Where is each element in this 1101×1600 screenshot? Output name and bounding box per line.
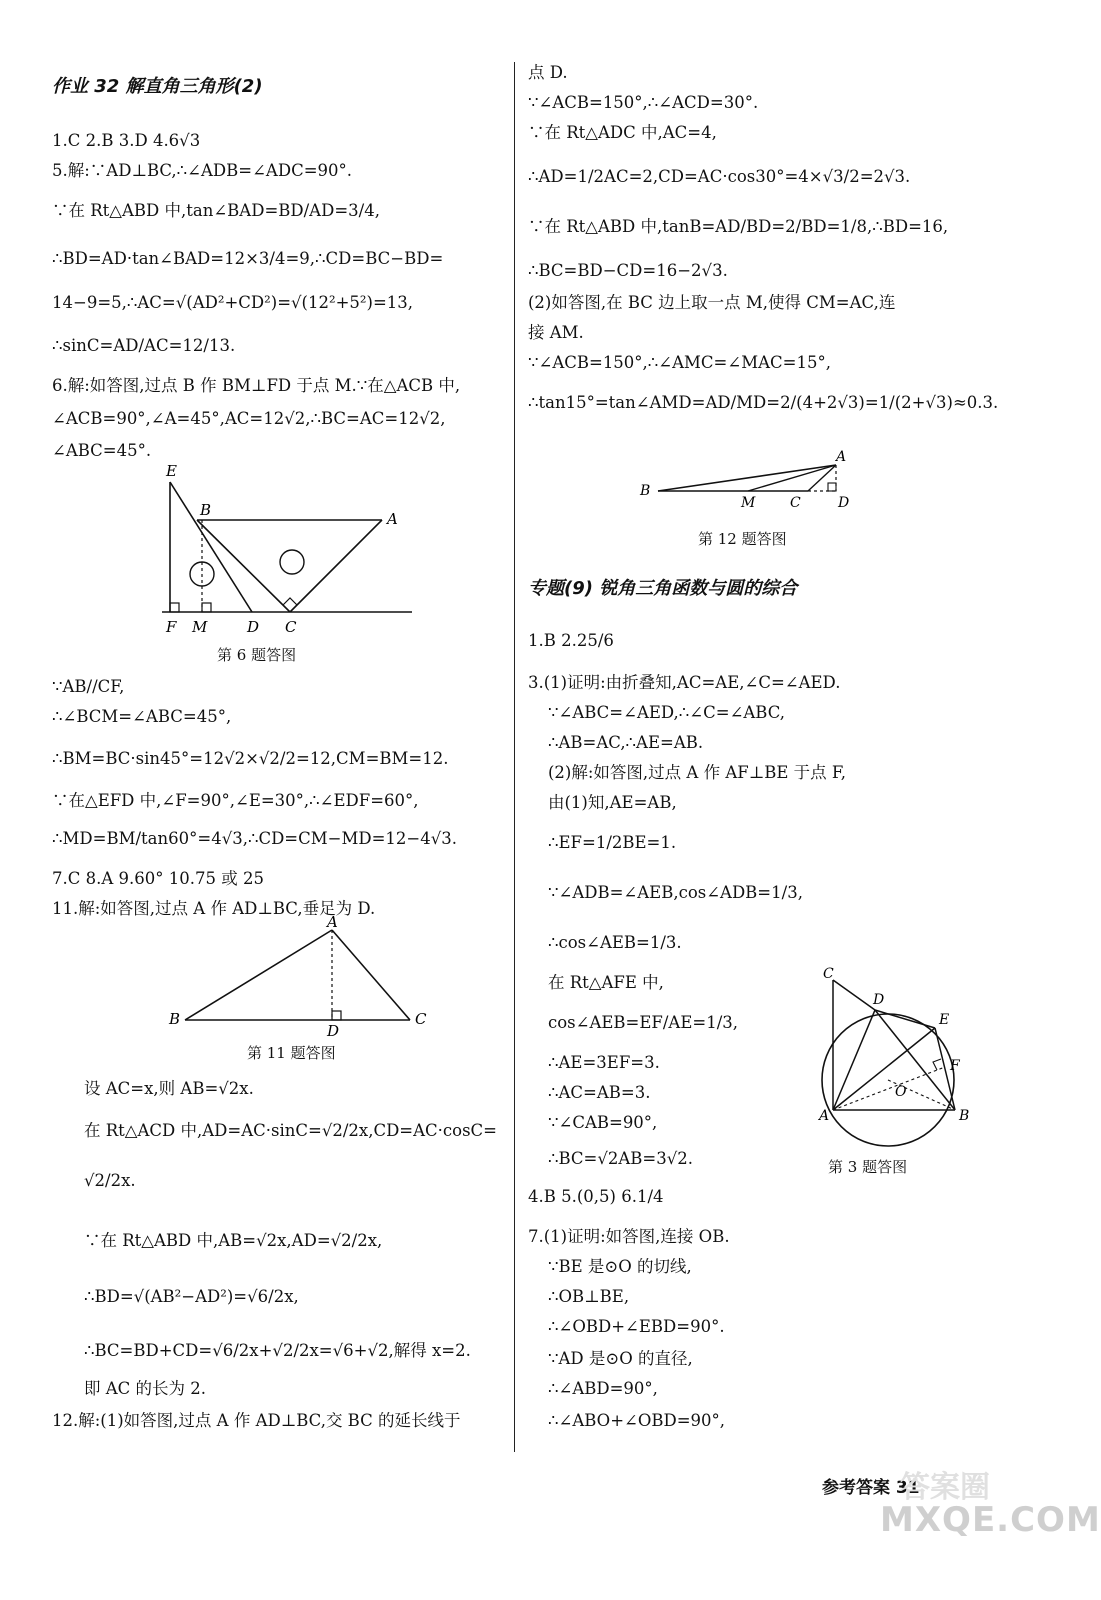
answer-line: ∵∠ABC=∠AED,∴∠C=∠ABC, (548, 703, 786, 722)
answer-line: 11.解:如答图,过点 A 作 AD⊥BC,垂足为 D. (52, 899, 376, 918)
answer-line: ∴∠BCM=∠ABC=45°, (52, 707, 232, 726)
answer-line: 1.C 2.B 3.D 4.6√3 (52, 131, 201, 150)
figure-12 (638, 445, 858, 515)
fig6-label: F (166, 618, 177, 636)
answer-line: 1.B 2.25/6 (528, 631, 614, 650)
answer-line: ∵在 Rt△ABD 中,tan∠BAD=BD/AD=3/4, (52, 201, 380, 220)
answer-line: ∴∠ABD=90°, (548, 1379, 658, 1398)
answer-line: 7.C 8.A 9.60° 10.75 或 25 (52, 869, 264, 888)
answer-line: 5.解:∵AD⊥BC,∴∠ADB=∠ADC=90°. (52, 161, 353, 180)
figure-11 (167, 913, 437, 1040)
answer-line: cos∠AEB=EF/AE=1/3, (548, 1013, 739, 1032)
fig6-label: M (192, 618, 208, 636)
fig11-caption: 第 11 题答图 (247, 1044, 336, 1062)
answer-line: ∵在 Rt△ABD 中,tanB=AD/BD=2/BD=1/8,∴BD=16, (528, 217, 949, 236)
answer-line: ∵在 Rt△ADC 中,AC=4, (528, 123, 717, 142)
page-footer: 参考答案 31 (822, 1478, 920, 1498)
watermark-logo: 答案圈 (900, 1470, 990, 1505)
answer-line: 由(1)知,AE=AB, (548, 793, 677, 812)
answer-line: ∴BC=BD+CD=√6/2x+√2/2x=√6+√2,解得 x=2. (84, 1341, 471, 1360)
answer-line: ∴cos∠AEB=1/3. (548, 933, 682, 952)
fig3-label: E (939, 1012, 950, 1028)
answer-line: ∴BD=AD·tan∠BAD=12×3/4=9,∴CD=BC−BD= (52, 249, 444, 268)
answer-line: 12.解:(1)如答图,过点 A 作 AD⊥BC,交 BC 的延长线于 (52, 1411, 461, 1430)
answer-line: ∵在△EFD 中,∠F=90°,∠E=30°,∴∠EDF=60°, (52, 791, 419, 810)
fig6-caption: 第 6 题答图 (217, 646, 297, 664)
fig12-label: D (838, 495, 850, 511)
answer-line: ∵AB//CF, (52, 677, 125, 696)
fig3-label: D (873, 992, 885, 1008)
fig3-label: B (959, 1108, 970, 1124)
fig3-label: C (823, 966, 834, 982)
answer-line: ∴AE=3EF=3. (548, 1053, 660, 1072)
fig6-label: C (285, 618, 297, 636)
answer-line: ∴AD=1/2AC=2,CD=AC·cos30°=4×√3/2=2√3. (528, 167, 911, 186)
answer-line: ∴AC=AB=3. (548, 1083, 651, 1102)
answer-line: ∴AB=AC,∴AE=AB. (548, 733, 704, 752)
fig12-label: B (640, 483, 651, 499)
answer-line: ∴BM=BC·sin45°=12√2×√2/2=12,CM=BM=12. (52, 749, 449, 768)
answer-line: ∵AD 是⊙O 的直径, (548, 1349, 693, 1368)
watermark-text: MXQE.COM (880, 1500, 1101, 1540)
answer-line: 在 Rt△AFE 中, (548, 973, 664, 992)
figure-3 (793, 966, 983, 1150)
answer-line: ∴BC=√2AB=3√2. (548, 1149, 694, 1168)
fig6-label: E (166, 462, 177, 480)
answer-line: ∴∠OBD+∠EBD=90°. (548, 1317, 725, 1336)
column-divider (514, 62, 515, 1452)
answer-line: ∴OB⊥BE, (548, 1287, 630, 1306)
fig11-label: D (327, 1022, 340, 1040)
fig6-label: D (247, 618, 260, 636)
fig3-caption: 第 3 题答图 (828, 1158, 908, 1176)
answer-line: (2)解:如答图,过点 A 作 AF⊥BE 于点 F, (548, 763, 846, 782)
answer-line: ∵∠ADB=∠AEB,cos∠ADB=1/3, (548, 883, 803, 902)
answer-line: (2)如答图,在 BC 边上取一点 M,使得 CM=AC,连 (528, 293, 896, 312)
answer-line: ∠ABC=45°. (52, 441, 152, 460)
answer-line: 接 AM. (528, 323, 584, 342)
fig3-label: O (895, 1084, 907, 1100)
answer-line: ∴sinC=AD/AC=12/13. (52, 336, 236, 355)
fig12-label: C (790, 495, 801, 511)
answer-line: ∴BD=√(AB²−AD²)=√6/2x, (84, 1287, 299, 1306)
section-title-32: 作业 32 解直角三角形(2) (52, 76, 263, 97)
answer-line: 在 Rt△ACD 中,AD=AC·sinC=√2/2x,CD=AC·cosC= (84, 1121, 497, 1140)
answer-line: 3.(1)证明:由折叠知,AC=AE,∠C=∠AED. (528, 673, 841, 692)
answer-line: 7.(1)证明:如答图,连接 OB. (528, 1227, 730, 1246)
fig12-caption: 第 12 题答图 (698, 530, 787, 548)
answer-line: √2/2x. (84, 1171, 136, 1190)
answer-line: ∵∠ACB=150°,∴∠ACD=30°. (528, 93, 759, 112)
answer-line: 即 AC 的长为 2. (84, 1379, 207, 1398)
answer-line: ∴MD=BM/tan60°=4√3,∴CD=CM−MD=12−4√3. (52, 829, 457, 848)
fig3-label: A (819, 1108, 830, 1124)
answer-line: ∴BC=BD−CD=16−2√3. (528, 261, 728, 280)
answer-line: 4.B 5.(0,5) 6.1/4 (528, 1187, 664, 1206)
fig3-label: F (950, 1058, 960, 1074)
fig11-label: B (169, 1010, 181, 1028)
answer-line: ∴EF=1/2BE=1. (548, 833, 677, 852)
fig11-label: C (415, 1010, 427, 1028)
answer-line: ∵在 Rt△ABD 中,AB=√2x,AD=√2/2x, (84, 1231, 383, 1250)
answer-line: 设 AC=x,则 AB=√2x. (84, 1079, 254, 1098)
figure-6 (162, 462, 412, 662)
answer-line: 14−9=5,∴AC=√(AD²+CD²)=√(12²+5²)=13, (52, 293, 414, 312)
answer-line: ∵∠ACB=150°,∴∠AMC=∠MAC=15°, (528, 353, 831, 372)
answer-line: 点 D. (528, 63, 568, 82)
fig12-label: M (741, 495, 756, 511)
fig6-label: B (200, 501, 212, 519)
section-title-topic-9: 专题(9) 锐角三角函数与圆的综合 (528, 578, 798, 599)
answer-line: ∴tan15°=tan∠AMD=AD/MD=2/(4+2√3)=1/(2+√3)≈0.3. (528, 393, 999, 412)
fig12-label: A (836, 449, 847, 465)
fig6-label: A (387, 510, 398, 528)
answer-line: ∠ACB=90°,∠A=45°,AC=12√2,∴BC=AC=12√2, (52, 409, 446, 428)
answer-line: 6.解:如答图,过点 B 作 BM⊥FD 于点 M.∵在△ACB 中, (52, 376, 461, 395)
answer-line: ∵∠CAB=90°, (548, 1113, 658, 1132)
answer-line: ∵BE 是⊙O 的切线, (548, 1257, 692, 1276)
answer-line: ∴∠ABO+∠OBD=90°, (548, 1411, 726, 1430)
fig11-label: A (327, 913, 338, 931)
